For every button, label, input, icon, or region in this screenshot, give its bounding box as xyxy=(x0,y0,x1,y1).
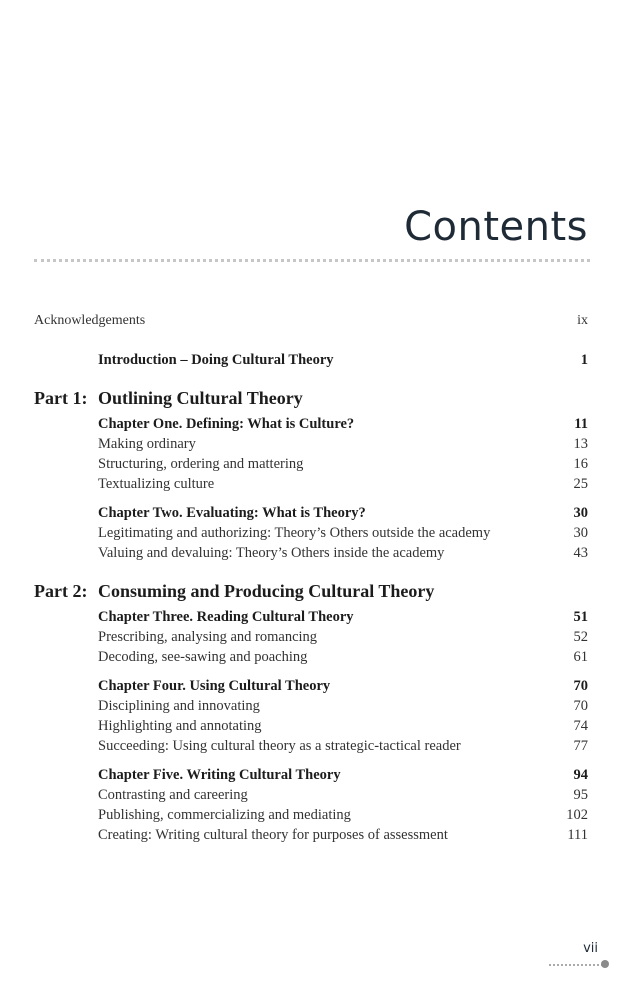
toc-entry-introduction[interactable] xyxy=(98,350,588,370)
toc-section[interactable] xyxy=(98,805,588,825)
part-number: Part 1: xyxy=(34,388,88,408)
section-label: Structuring, ordering and mattering xyxy=(98,456,304,472)
toc-section[interactable] xyxy=(98,474,588,494)
toc-chapter[interactable] xyxy=(98,414,588,434)
section-page: 25 xyxy=(573,476,588,492)
chapter-title: Chapter Four. Using Cultural Theory xyxy=(98,678,331,694)
section-label: Disciplining and innovating xyxy=(98,698,260,714)
section-page: 43 xyxy=(573,545,588,561)
page-title: Contents xyxy=(404,204,588,250)
toc-chapter[interactable] xyxy=(98,676,588,696)
section-label: Decoding, see-sawing and poaching xyxy=(98,649,308,665)
toc-section[interactable] xyxy=(98,543,588,563)
section-page: 95 xyxy=(573,787,588,803)
entry-page: ix xyxy=(577,313,588,328)
section-page: 61 xyxy=(573,649,588,665)
section-label: Highlighting and annotating xyxy=(98,718,262,734)
section-label: Textualizing culture xyxy=(98,476,215,492)
section-page: 30 xyxy=(573,525,588,541)
section-page: 13 xyxy=(573,436,588,452)
chapter-title: Chapter One. Defining: What is Culture? xyxy=(98,416,355,432)
section-page: 77 xyxy=(573,738,588,754)
toc-section[interactable] xyxy=(98,523,588,543)
toc-chapter[interactable] xyxy=(98,503,588,523)
entry-label: Acknowledgements xyxy=(34,313,146,328)
part-number: Part 2: xyxy=(34,581,88,601)
part-heading-2 xyxy=(34,579,588,603)
section-page: 70 xyxy=(573,698,588,714)
part-heading-1 xyxy=(34,386,588,410)
section-label: Valuing and devaluing: Theory’s Others inside the academy xyxy=(98,545,445,561)
folio-dotted-rule xyxy=(549,964,603,966)
part-title: Outlining Cultural Theory xyxy=(98,388,303,408)
toc-section[interactable] xyxy=(98,696,588,716)
chapter-page: 11 xyxy=(574,416,588,432)
toc-section[interactable] xyxy=(98,454,588,474)
section-label: Prescribing, analysing and romancing xyxy=(98,629,318,645)
chapter-page: 51 xyxy=(573,609,588,625)
toc-entry-acknowledgements[interactable] xyxy=(34,311,588,331)
chapter-title: Chapter Five. Writing Cultural Theory xyxy=(98,767,341,783)
section-label: Creating: Writing cultural theory for purposes of assessment xyxy=(98,827,448,843)
section-page: 16 xyxy=(573,456,588,472)
chapter-page: 30 xyxy=(573,505,588,521)
section-page: 52 xyxy=(573,629,588,645)
title-dotted-rule xyxy=(34,259,590,262)
toc-section[interactable] xyxy=(98,434,588,454)
toc-chapter[interactable] xyxy=(98,765,588,785)
chapter-page: 94 xyxy=(573,767,588,783)
chapter-title: Chapter Three. Reading Cultural Theory xyxy=(98,609,354,625)
folio-bullet xyxy=(601,960,609,968)
part-title: Consuming and Producing Cultural Theory xyxy=(98,581,435,601)
toc-section[interactable] xyxy=(98,627,588,647)
section-label: Contrasting and careering xyxy=(98,787,248,803)
toc-chapter[interactable] xyxy=(98,607,588,627)
toc-section[interactable] xyxy=(98,716,588,736)
section-label: Publishing, commercializing and mediating xyxy=(98,807,351,823)
section-label: Making ordinary xyxy=(98,436,196,452)
chapter-page: 70 xyxy=(573,678,588,694)
toc-section[interactable] xyxy=(98,647,588,667)
section-label: Legitimating and authorizing: Theory’s Others outside the academy xyxy=(98,525,491,541)
section-label: Succeeding: Using cultural theory as a strategic-tactical reader xyxy=(98,738,461,754)
toc-section[interactable] xyxy=(98,785,588,805)
entry-page: 1 xyxy=(580,352,588,368)
section-page: 111 xyxy=(567,827,588,843)
toc-section[interactable] xyxy=(98,736,588,756)
section-page: 74 xyxy=(573,718,588,734)
section-page: 102 xyxy=(566,807,588,823)
chapter-title: Chapter Two. Evaluating: What is Theory? xyxy=(98,505,366,521)
toc-section[interactable] xyxy=(98,825,588,845)
page-number: vii xyxy=(583,941,598,956)
entry-label: Introduction – Doing Cultural Theory xyxy=(98,352,334,368)
